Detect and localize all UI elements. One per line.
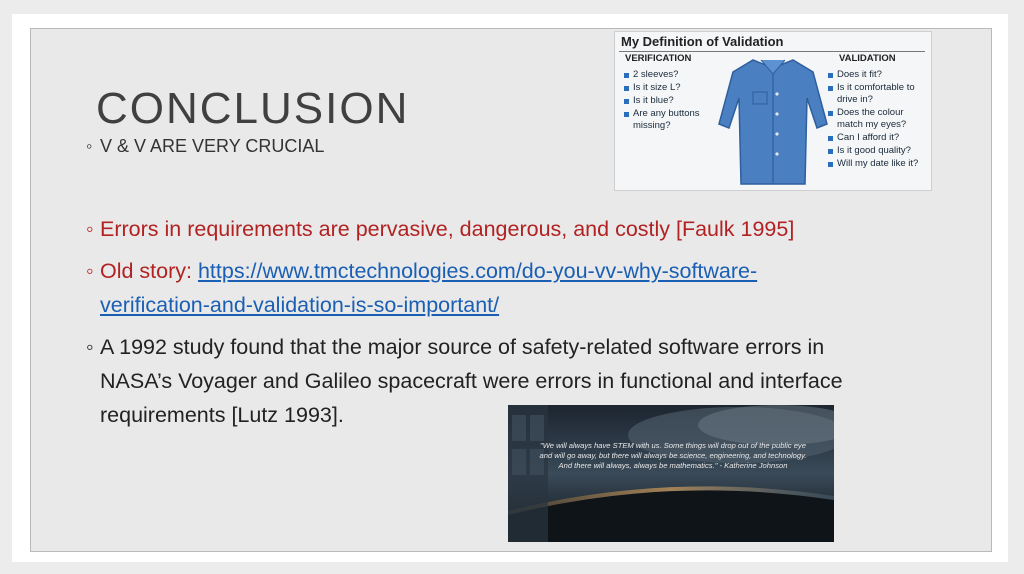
validation-item: Does it fit? (827, 69, 931, 81)
verification-heading: VERIFICATION (625, 53, 692, 64)
verification-item: Is it blue? (623, 95, 709, 107)
validation-item: Is it comfortable to drive in? (827, 82, 931, 106)
bullet-errors (86, 212, 794, 246)
katherine-johnson-photo (508, 405, 834, 542)
study-line-1: A 1992 study found that the major source of safety-related software errors in (100, 335, 825, 359)
bullet-mark: ◦ (86, 335, 94, 359)
verification-list (623, 69, 709, 133)
validation-heading: VALIDATION (839, 53, 896, 64)
bullet-errors-text: Errors in requirements are pervasive, dangerous, and costly [Faulk 1995] (100, 217, 795, 241)
validation-figure (614, 31, 932, 191)
earth-horizon-image (508, 405, 834, 542)
slide-title: CONCLUSION (96, 84, 410, 133)
bullet-vv-text: V & V ARE VERY CRUCIAL (100, 136, 325, 156)
shirt-icon (713, 54, 833, 190)
validation-item: Can I afford it? (827, 132, 931, 144)
bullet-mark: ◦ (86, 136, 93, 156)
old-story-link[interactable]: https://www.tmctechnologies.com/do-you-vv-why-software- verification-and-validation-is-so-important/ (100, 259, 758, 317)
verification-item: Are any buttons missing? (623, 108, 709, 132)
bullet-vv (86, 136, 324, 157)
bullet-mark: ◦ (86, 259, 94, 283)
validation-item: Is it good quality? (827, 145, 931, 157)
validation-item: Does the colour match my eyes? (827, 107, 931, 131)
validation-item: Will my date like it? (827, 158, 931, 170)
verification-item: Is it size L? (623, 82, 709, 94)
study-line-2: NASA’s Voyager and Galileo spacecraft were errors in functional and interface (100, 369, 843, 393)
verification-item: 2 sleeves? (623, 69, 709, 81)
figure-divider (619, 51, 925, 52)
bullet-old-story (86, 254, 886, 322)
bullet-mark: ◦ (86, 217, 94, 241)
study-line-3: requirements [Lutz 1993]. (100, 403, 344, 427)
katherine-johnson-quote: "We will always have STEM with us. Some things will drop out of the public eye and will go away, but there will always be science, engineering, and technology. And there will always, always be mathematics." - Katherine Johnson (539, 441, 807, 470)
validation-list (827, 69, 931, 171)
figure-title: My Definition of Validation (621, 34, 784, 49)
old-story-label: Old story: (100, 259, 198, 283)
